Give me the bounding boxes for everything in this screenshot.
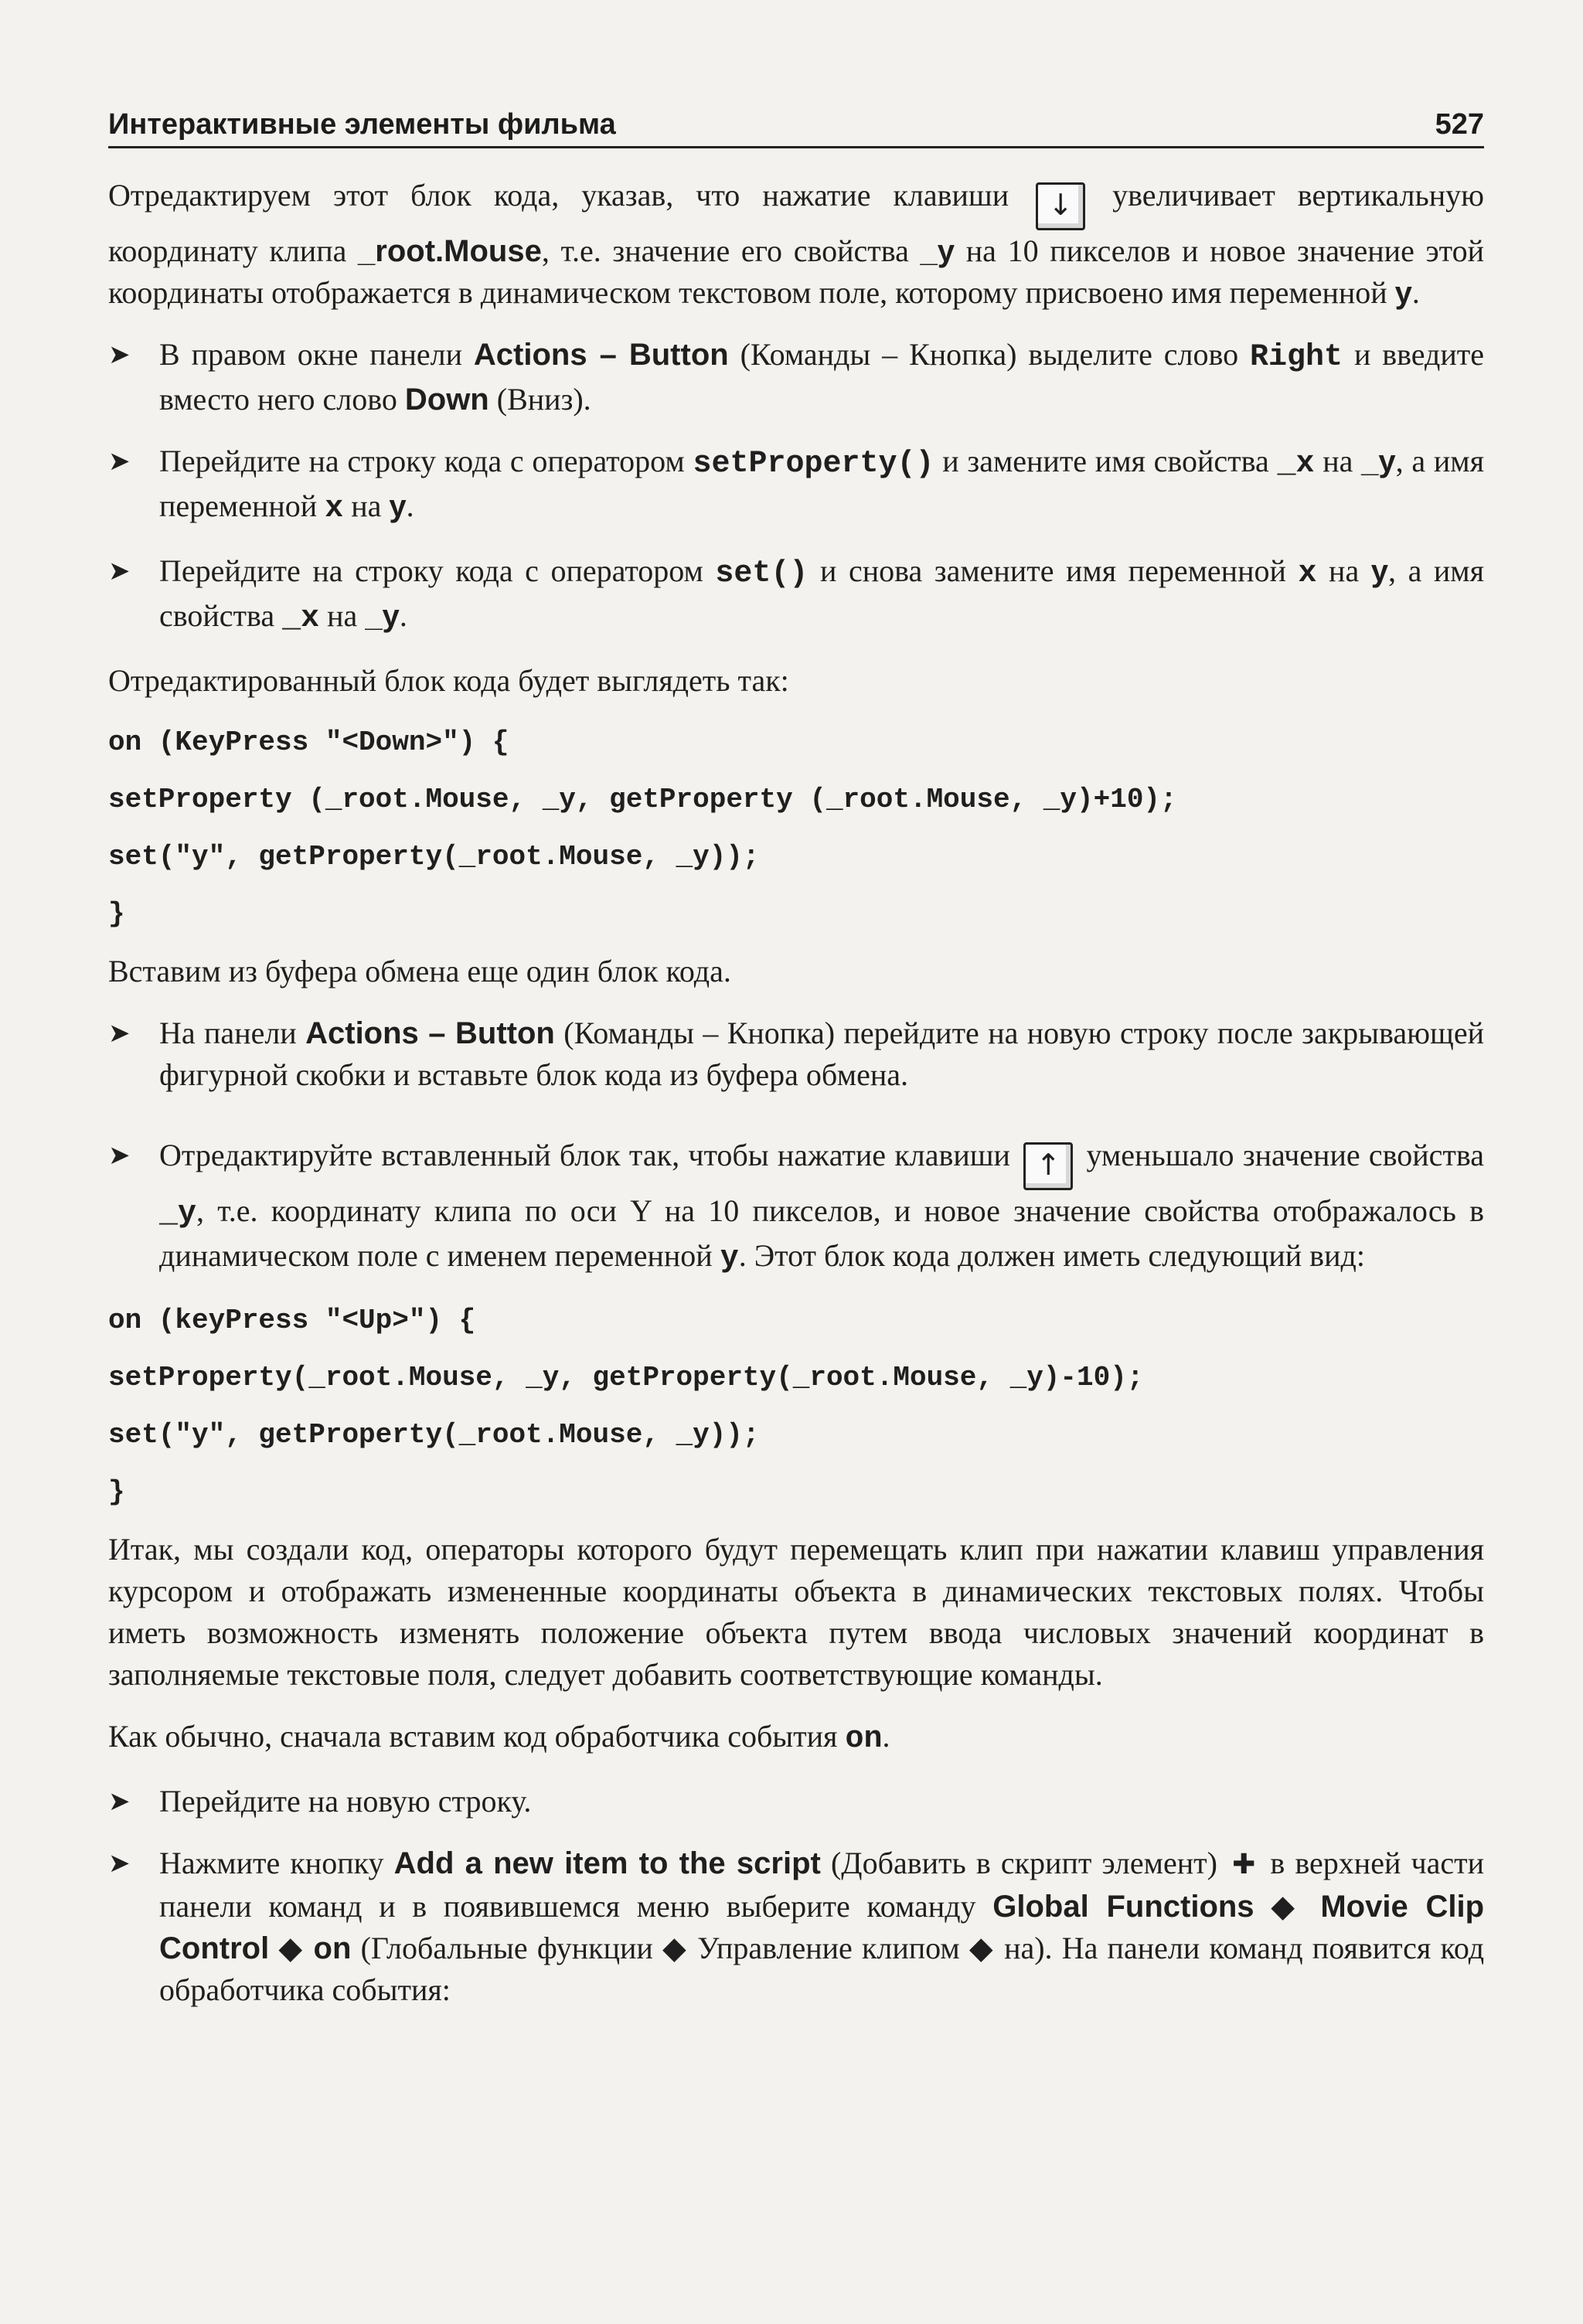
list-item: ➤ На панели Actions – Button (Команды – Кнопка) перейдите на новую строку после закрывающей фигурной скобки и вставьте блок кода из буфера обмена. [108,1012,1484,1096]
running-head [108,108,1484,148]
code-line: } [108,898,125,930]
menu-separator-icon: ◆ [1271,1890,1304,1924]
code-line: set("y", getProperty(_root.Mouse, _y)); [108,841,760,873]
add-item-icon: ✚ [1232,1849,1256,1880]
code-block-2 [108,1300,1484,1513]
paragraph-1: Отредактируем этот блок кода, указав, что нажатие клавиши ↓ увеличивает вертикальную координату клипа _root.Mouse, т.е. значение его свойства _y на 10 пикселов и новое значение этой координаты отображается в динамическом текстовом поле, которому присвоено имя переменной y. [108,178,1485,310]
list-item: ➤ Нажмите кнопку Add a new item to the script (Добавить в скрипт элемент) ✚ в верхней части панели команд и в появившемся меню выберите команду Global Functions ◆ Movie Clip Control ◆ on (Глобальные функции ◆ Управление клипом ◆ на). На панели команд появится код обработчика события: [108,1843,1484,2011]
menu-separator-icon: ◆ [969,1931,995,1965]
page-content [108,108,1484,2031]
down-arrow-key-icon: ↓ [1036,182,1085,230]
bullet-arrow-icon: ➤ [108,446,131,477]
paragraph-3: Вставим из буфера обмена еще один блок кода. [108,954,731,988]
code-line: setProperty (_root.Mouse, _y, getProperty (_root.Mouse, _y)+10); [108,784,1177,815]
paragraph-2: Отредактированный блок кода будет выглядеть так: [108,663,789,698]
code-block-1 [108,722,1484,935]
paragraph-4: Итак, мы создали код, операторы которого будут перемещать клип при нажатии клавиш управления курсором и отображать измененные координаты объекта в динамических текстовых полях. Чтобы иметь возможность изменять положение объекта путем ввода числовых значений координат в заполняемые текстовые поля, следует добавить соответствующие команды. [108,1532,1484,1692]
code-line: on (KeyPress "<Down>") { [108,726,509,758]
code-line: on (keyPress "<Up>") { [108,1305,476,1336]
paragraph-5: Как обычно, сначала вставим код обработчика события on. [108,1719,890,1757]
menu-separator-icon: ◆ [278,1931,305,1965]
bullet-arrow-icon: ➤ [108,556,131,587]
up-arrow-key-icon: ↑ [1023,1142,1073,1190]
code-line: setProperty(_root.Mouse, _y, getProperty(_root.Mouse, _y)-10); [108,1362,1144,1393]
list-item: ➤ Перейдите на строку кода с оператором setProperty() и замените имя свойства _x на _y, а имя переменной x на y. [108,441,1484,530]
list-item: ➤ В правом окне панели Actions – Button (Команды – Кнопка) выделите слово Right и введите вместо него слово Down (Вниз). [108,334,1484,420]
page-number: 527 [1435,108,1484,141]
bullet-arrow-icon: ➤ [108,1786,131,1817]
bullet-arrow-icon: ➤ [108,1848,131,1879]
bullet-arrow-icon: ➤ [108,1140,131,1171]
bullet-arrow-icon: ➤ [108,1018,131,1049]
code-line: set("y", getProperty(_root.Mouse, _y)); [108,1419,760,1451]
code-line: } [108,1476,125,1508]
page-body [108,175,1484,2011]
menu-separator-icon: ◆ [662,1931,688,1965]
list-item: ➤ Перейдите на строку кода с оператором set() и снова замените имя переменной x на y, а имя свойства _x на _y. [108,550,1484,640]
chapter-title: Интерактивные элементы фильма [108,108,616,141]
bullet-arrow-icon: ➤ [108,339,131,370]
list-item: ➤ Отредактируйте вставленный блок так, чтобы нажатие клавиши ↑ уменьшало значение свойства _y, т.е. координату клипа по оси Y на 10 пикселов, и новое значение свойства отображалось в динамическом поле с именем переменной y. Этот блок кода должен иметь следующий вид: [108,1135,1484,1280]
list-item: ➤ Перейдите на новую строку. [108,1781,1484,1822]
